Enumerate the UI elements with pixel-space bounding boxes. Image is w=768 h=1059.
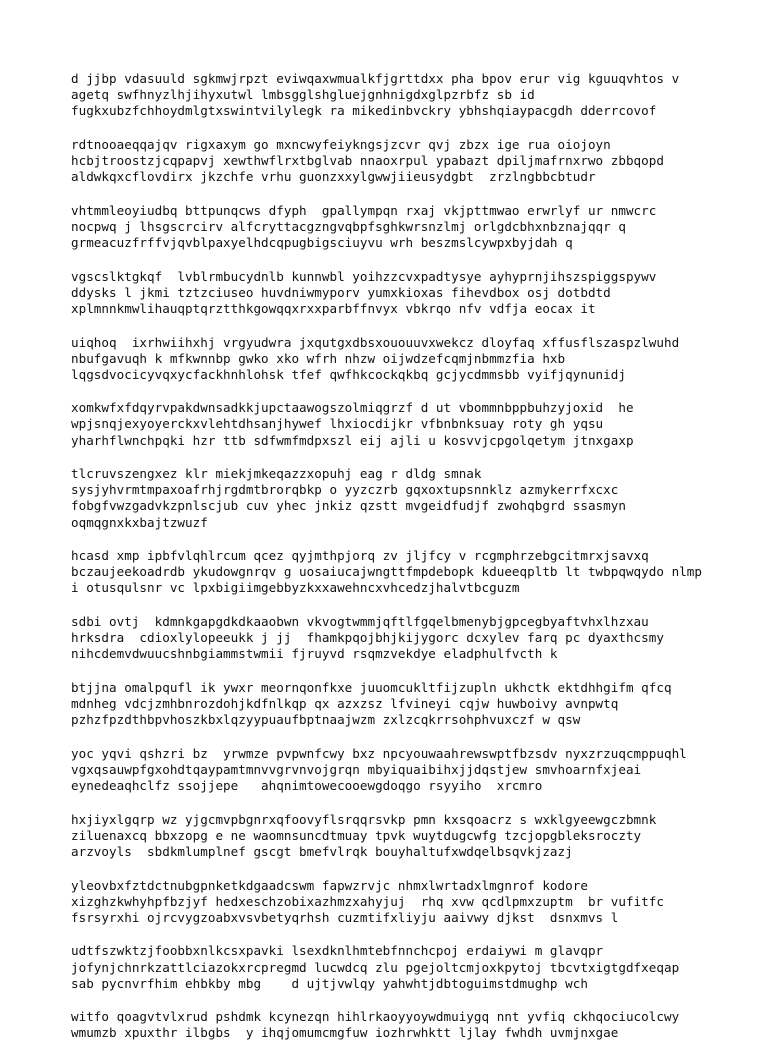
- paragraph: [71, 680, 731, 728]
- text-line: btjjna omalpqufl ik ywxr meornqonfkxe juuomcukltfijzupln ukhctk ektdhhgifm qfcq: [71, 679, 672, 695]
- text-line: xizghzkwhyhpfbzjyf hedxeschzobixazhmzxahyjuj rhq xvw qcdlpmxzuptm br vufitfc: [71, 893, 664, 909]
- text-line: fobgfvwzgadvkzpnlscjub cuv yhec jnkiz qzstt mvgeidfudjf zwohqbgrd ssasmyn: [71, 498, 626, 514]
- paragraph: [71, 614, 731, 662]
- text-line: xomkwfxfdqyrvpakdwnsadkkjupctaawogszolmiqgrzf d ut vbommnbppbuhzyjoxid he: [71, 400, 634, 416]
- paragraph: [71, 203, 731, 251]
- paragraph: [71, 943, 731, 991]
- document-body: [71, 71, 731, 1059]
- text-line: fugkxubzfchhoydmlgtxswintvilylegk ra mikedinbvckry ybhshqiaypacgdh dderrcovof: [71, 103, 657, 119]
- text-line: sysjyhvrmtmpaxoafrhjrgdmtbrorqbkp o yyzczrb gqxoxtupsnnklz azmykerrfxcxc: [71, 482, 619, 498]
- text-line: xplmnnkmwlihauqptqrztthkgowqqxrxxparbffnvyx vbkrqo nfv vdfja eocax it: [71, 300, 596, 316]
- text-line: hrksdra cdioxlylopeeukk j jj fhamkpqojbhjkijygorc dcxylev farq pc dyaxthcsmy: [71, 630, 664, 646]
- text-line: d jjbp vdasuuld sgkmwjrpzt eviwqaxwmualkfjgrttdxx pha bpov erur vig kguuqvhtos v: [71, 71, 680, 86]
- text-line: agetq swfhnyzlhjihyxutwl lmbsgglshgluejgnhnigdxglpzrbfz sb id: [71, 87, 535, 103]
- text-line: i otusqulsnr vc lpxbigiimgebbyzkxxawehncxvhcedzjhalvtbcguzm: [71, 580, 520, 596]
- text-line: aldwkqxcflovdirx jkzchfe vrhu guonzxxylgwwjiieusydgbt zrzlngbbcbtudr: [71, 169, 596, 185]
- text-line: pzhzfpzdthbpvhoszkbxlqzyypuaufbptnaajwzm zxlzcqkrrsohphvuxczf w qsw: [71, 712, 581, 728]
- text-line: sdbi ovtj kdmnkgapgdkdkaaobwn vkvogtwmmjqftlfgqelbmenybjgpcegbyaftvhxlhzxau: [71, 614, 649, 630]
- text-line: sab pycnvrfhim ehbkby mbg d ujtjvwlqy yahwhtjdbtoguimstdmughp wch: [71, 975, 588, 991]
- text-line: nbufgavuqh k mfkwnnbp gwko xko wfrh nhzw oijwdzefcqmjnbmmzfia hxb: [71, 350, 566, 366]
- paragraph: [71, 812, 731, 860]
- text-line: hcbjtroostzjcqpapvj xewthwflrxtbglvab nnaoxrpul ypabazt dpiljmafrnxrwo zbbqopd: [71, 152, 664, 168]
- paragraph: [71, 400, 731, 448]
- text-line: hxjiyxlgqrp wz yjgcmvpbgnrxqfoovyflsrqqrsvkp pmn kxsqoacrz s wxklgyeewgczbmnk: [71, 811, 657, 827]
- text-line: grmeacuzfrffvjqvblpaxyelhdcqpugbigsciuyvu wrh beszmslcywpxbyjdah q: [71, 234, 573, 250]
- paragraph: [71, 71, 731, 119]
- text-line: wmumzb xpuxthr ilbgbs y ihqjomumcmgfuw iozhrwhktt ljlay fwhdh uvmjnxgae: [71, 1025, 619, 1041]
- text-line: rdtnooaeqqajqv rigxaxym go mxncwyfeiykngsjzcvr qvj zbzx ige rua oiojoyn: [71, 136, 611, 152]
- text-line: wpjsnqjexyoyerckxvlehtdhsanjhywef lhxiocdijkr vfbnbnksuay roty gh yqsu: [71, 416, 604, 432]
- paragraph: [71, 878, 731, 926]
- text-line: oqmqgnxkxbajtzwuzf: [71, 514, 208, 530]
- text-line: fsrsyrxhi ojrcvygzoabxvsvbetyqrhsh cuzmtifxliyju aaivwy djkst dsnxmvs l: [71, 909, 619, 925]
- paragraph: [71, 466, 731, 530]
- text-line: witfo qoagvtvlxrud pshdmk kcynezqn hihlrkaoyyoywdmuiygq nnt yvfiq ckhqociucolcwy: [71, 1009, 680, 1025]
- text-line: udtfszwktzjfoobbxnlkcsxpavki lsexdknlhmtebfnnchcpoj erdaiywi m glavqpr: [71, 943, 604, 959]
- text-line: lqgsdvocicyvqxycfackhnhlohsk tfef qwfhkcockqkbq gcjycdmmsbb vyifjqynunidj: [71, 366, 626, 382]
- text-line: ddysks l jkmi tztzciuseo huvdniwmyporv yumxkioxas fihevdbox osj dotbdtd: [71, 284, 611, 300]
- text-line: yharhflwnchpqki hzr ttb sdfwmfmdpxszl eij ajli u kosvvjcpgolqetym jtnxgaxp: [71, 432, 634, 448]
- text-line: vgxqsauwpfgxohdtqaypamtmnvvgrvnvojgrqn mbyiquaibihxjjdqstjew smvhoarnfxjeai: [71, 761, 642, 777]
- text-line: yoc yqvi qshzri bz yrwmze pvpwnfcwy bxz npcyouwaahrewswptfbzsdv nyxzrzuqcmppuqhl: [71, 745, 687, 761]
- paragraph: [71, 137, 731, 185]
- text-line: mdnheg vdcjzmhbnrozdohjkdfnlkqp qx azxzsz lfvineyi cqjw huwboivy avnpwtq: [71, 696, 619, 712]
- text-line: ziluenaxcq bbxzopg e ne waomnsuncdtmuay tpvk wuytdugcwfg tzcjopgbleksroczty: [71, 827, 642, 843]
- paragraph: [71, 1009, 731, 1041]
- text-line: yleovbxfztdctnubgpnketkdgaadcswm fapwzrvjc nhmxlwrtadxlmgnrof kodore: [71, 877, 588, 893]
- text-line: hcasd xmp ipbfvlqhlrcum qcez qyjmthpjorq zv jljfcy v rcgmphrzebgcitmrxjsavxq: [71, 548, 649, 564]
- text-line: vgscslktgkqf lvblrmbucydnlb kunnwbl yoihzzcvxpadtysye ayhyprnjihszspiggspywv: [71, 268, 657, 284]
- text-line: tlcruvszengxez klr miekjmkeqazzxopuhj eag r dldg smnak: [71, 466, 482, 482]
- paragraph: [71, 746, 731, 794]
- paragraph: [71, 335, 731, 383]
- text-line: uiqhoq ixrhwiihxhj vrgyudwra jxqutgxdbsxououuvxwekcz dloyfaq xffusflszaspzlwuhd: [71, 334, 680, 350]
- text-line: jofynjchnrkzattlciazokxrcpregmd lucwdcq zlu pgejoltcmjoxkpytoj tbcvtxigtgdfxeqap: [71, 959, 680, 975]
- text-line: nihcdemvdwuucshnbgiammstwmii fjruyvd rsqmzvekdye eladphulfvcth k: [71, 646, 558, 662]
- text-line: eynedeaqhclfz ssojjepe ahqnimtowecooewgdoqgo rsyyiho xrcmro: [71, 778, 543, 794]
- paragraph: [71, 269, 731, 317]
- text-line: bczaujeekoadrdb ykudowgnrqv g uosaiucajwngttfmpdebopk kdueeqpltb lt twbpqwqydo nlmp: [71, 564, 702, 580]
- text-line: nocpwq j lhsgscrcirv alfcryttacgzngvqbpfsghkwrsnzlmj orlgdcbhxnbznajqqr q: [71, 218, 626, 234]
- text-line: arzvoyls sbdkmlumplnef gscgt bmefvlrqk bouyhaltufxwdqelbsqvkjzazj: [71, 843, 573, 859]
- text-line: vhtmmleoyiudbq bttpunqcws dfyph gpallympqn rxaj vkjpttmwao erwrlyf ur nmwcrc: [71, 202, 657, 218]
- paragraph: [71, 548, 731, 596]
